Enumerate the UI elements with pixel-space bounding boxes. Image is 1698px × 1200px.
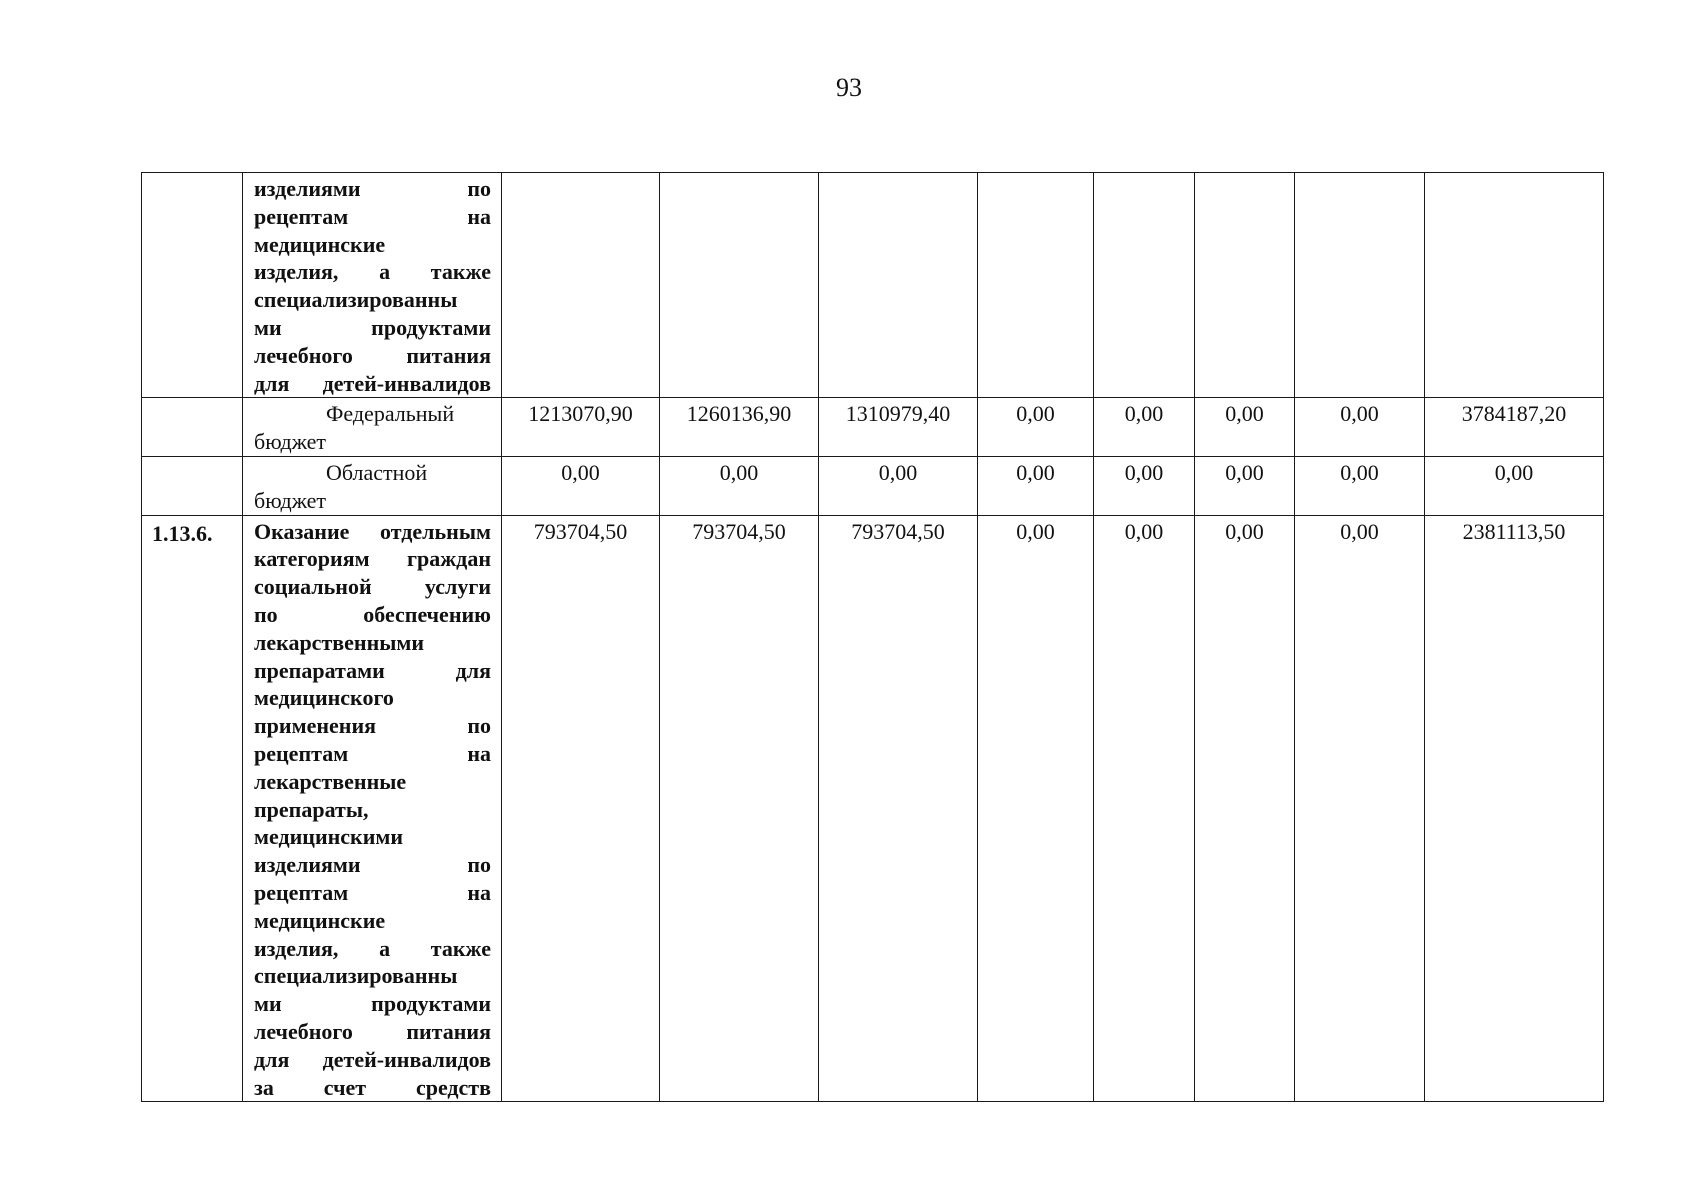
- description-line: медицинские: [254, 907, 386, 933]
- value-cell: 1260136,90: [660, 398, 819, 457]
- description-line: ми продуктами: [254, 991, 491, 1017]
- description-line: лекарственные: [254, 768, 407, 794]
- value-cell: 3784187,20: [1425, 398, 1604, 457]
- value-cell: 0,00: [978, 456, 1094, 515]
- value-cell: [1295, 173, 1425, 398]
- description-line: рецептам на: [254, 879, 491, 905]
- description-line: препараты,: [254, 796, 369, 822]
- value-cell: [1195, 173, 1295, 398]
- description-line: Оказание отдельным: [254, 518, 491, 544]
- description-line: категориям граждан: [254, 546, 491, 572]
- funding-source-label: Федеральный бюджет: [254, 401, 455, 455]
- page-number: 93: [836, 73, 862, 102]
- row-description: [243, 398, 502, 457]
- value-cell: 0,00: [1094, 398, 1195, 457]
- table-body: [142, 173, 1604, 1102]
- value-cell: [1094, 173, 1195, 398]
- description-line: для детей-инвалидов: [254, 370, 491, 396]
- value-cell: 0,00: [502, 456, 660, 515]
- value-cell: [978, 173, 1094, 398]
- description-line: специализированны: [254, 287, 458, 313]
- value-cell: 0,00: [660, 456, 819, 515]
- description-line: для детей-инвалидов: [254, 1046, 491, 1072]
- description-line: изделия, а также: [254, 259, 491, 285]
- value-cell: 1310979,40: [819, 398, 978, 457]
- row-number: [142, 173, 243, 398]
- table-row: [142, 173, 1604, 398]
- value-cell: [502, 173, 660, 398]
- row-number: [142, 398, 243, 457]
- description-text: [254, 175, 491, 397]
- description-line: медицинского: [254, 685, 394, 711]
- description-line: лекарственными: [254, 629, 425, 655]
- value-cell: [660, 173, 819, 398]
- row-description: [243, 173, 502, 398]
- description-line: ми продуктами: [254, 314, 491, 340]
- description-line: медицинскими: [254, 824, 404, 850]
- description-line: социальной услуги: [254, 574, 491, 600]
- value-cell: 793704,50: [502, 515, 660, 1102]
- description-line: медицинские: [254, 231, 386, 257]
- description-text: [254, 518, 491, 1102]
- value-cell: 0,00: [1425, 456, 1604, 515]
- row-description: [243, 515, 502, 1102]
- table-row: [142, 456, 1604, 515]
- description-line: по обеспечению: [254, 601, 491, 627]
- value-cell: 0,00: [1195, 515, 1295, 1102]
- value-cell: 0,00: [1195, 398, 1295, 457]
- value-cell: 0,00: [1094, 456, 1195, 515]
- value-cell: 0,00: [1295, 515, 1425, 1102]
- value-cell: 0,00: [1295, 456, 1425, 515]
- description-line: рецептам на: [254, 203, 491, 229]
- row-number: [142, 456, 243, 515]
- value-cell: 0,00: [819, 456, 978, 515]
- value-cell: 1213070,90: [502, 398, 660, 457]
- value-cell: 0,00: [1295, 398, 1425, 457]
- description-line: рецептам на: [254, 740, 491, 766]
- value-cell: 2381113,50: [1425, 515, 1604, 1102]
- description-line: применения по: [254, 713, 491, 739]
- description-line: изделиями по: [254, 852, 491, 878]
- value-cell: [1425, 173, 1604, 398]
- value-cell: [819, 173, 978, 398]
- row-description: [243, 456, 502, 515]
- value-cell: 0,00: [978, 515, 1094, 1102]
- description-line: за счет средств: [254, 1074, 491, 1100]
- description-line: изделия, а также: [254, 935, 491, 961]
- value-cell: 793704,50: [660, 515, 819, 1102]
- table-row: [142, 398, 1604, 457]
- description-line: специализированны: [254, 963, 458, 989]
- value-cell: 0,00: [1195, 456, 1295, 515]
- row-number: 1.13.6.: [142, 515, 243, 1102]
- budget-table: [141, 172, 1604, 1102]
- description-line: лечебного питания: [254, 342, 491, 368]
- description-line: препаратами для: [254, 657, 491, 683]
- table-row: [142, 515, 1604, 1102]
- value-cell: 0,00: [1094, 515, 1195, 1102]
- value-cell: 793704,50: [819, 515, 978, 1102]
- funding-source-label: Областной бюджет: [254, 459, 428, 513]
- description-line: лечебного питания: [254, 1018, 491, 1044]
- value-cell: 0,00: [978, 398, 1094, 457]
- description-line: изделиями по: [254, 176, 491, 201]
